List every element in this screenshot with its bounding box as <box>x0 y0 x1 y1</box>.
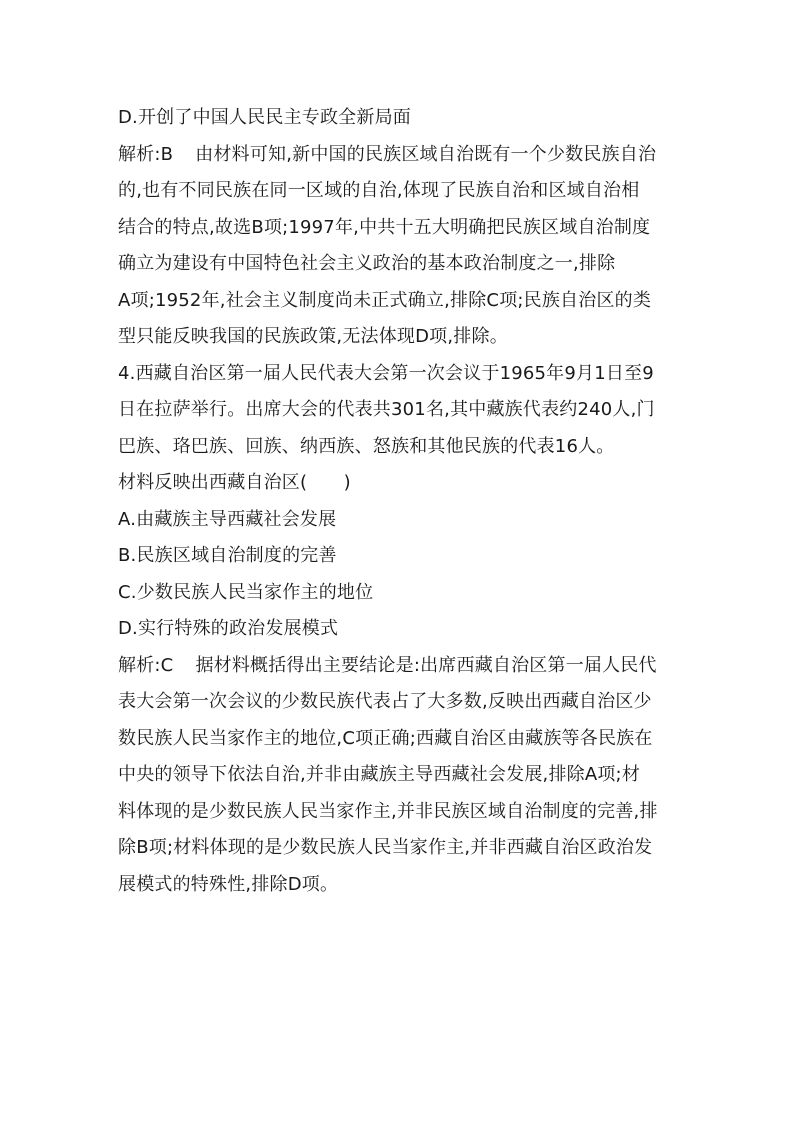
q4-stem-line-1: 4.西藏自治区第一届人民代表大会第一次会议于1965年9月1日至9 <box>118 362 654 384</box>
q4-analysis-line-5: 料体现的是少数民族人民当家作主,并非民族区域自治制度的完善,排 <box>118 800 658 822</box>
q4-option-c: C.少数民族人民当家作主的地位 <box>118 581 374 603</box>
q4-analysis-line-6: 除B项;材料体现的是少数民族人民当家作主,并非西藏自治区政治发 <box>118 837 653 858</box>
prev-analysis-line-1 <box>118 137 680 174</box>
prev-analysis-label: 解析:B <box>118 143 174 165</box>
q4-option-a: A.由藏族主导西藏社会发展 <box>118 508 337 530</box>
prev-option-d: D.开创了中国人民民主专政全新局面 <box>118 107 411 128</box>
q4-analysis-line-1 <box>118 648 680 685</box>
q4-analysis-line-3: 数民族人民当家作主的地位,C项正确;西藏自治区由藏族等各民族在 <box>118 727 653 749</box>
q4-analysis-label: 解析:C <box>118 654 174 676</box>
q4-analysis-line-2: 表大会第一次会议的少数民族代表占了大多数,反映出西藏自治区少 <box>118 691 652 712</box>
prev-analysis-line-3: 结合的特点,故选B项;1997年,中共十五大明确把民族区域自治制度 <box>118 216 651 238</box>
prev-analysis-line-6: 型只能反映我国的民族政策,无法体现D项,排除。 <box>118 326 508 347</box>
q4-analysis-line-7: 展模式的特殊性,排除D项。 <box>118 873 339 895</box>
q4-stem-line-2: 日在拉萨举行。出席大会的代表共301名,其中藏族代表约240人,门 <box>118 399 655 420</box>
q4-stem-line-3: 巴族、珞巴族、回族、纳西族、怒族和其他民族的代表16人。 <box>118 435 615 457</box>
prev-analysis-text: 由材料可知,新中国的民族区域自治既有一个少数民族自治 <box>195 143 657 165</box>
prev-analysis-line-5: A项;1952年,社会主义制度尚未正式确立,排除C项;民族自治区的类 <box>118 289 652 311</box>
prev-analysis-line-2: 的,也有不同民族在同一区域的自治,体现了民族自治和区域自治相 <box>118 180 640 201</box>
q4-prompt: 材料反映出西藏自治区( ) <box>118 472 351 493</box>
q4-option-d: D.实行特殊的政治发展模式 <box>118 618 339 639</box>
q4-option-b: B.民族区域自治制度的完善 <box>118 545 337 566</box>
q4-analysis-text: 据材料概括得出主要结论是:出席西藏自治区第一届人民代 <box>195 654 657 676</box>
prev-analysis-line-4: 确立为建设有中国特色社会主义政治的基本政治制度之一,排除 <box>118 253 616 274</box>
q4-analysis-line-4: 中央的领导下依法自治,并非由藏族主导西藏社会发展,排除A项;材 <box>118 764 641 785</box>
document-page <box>118 100 680 903</box>
